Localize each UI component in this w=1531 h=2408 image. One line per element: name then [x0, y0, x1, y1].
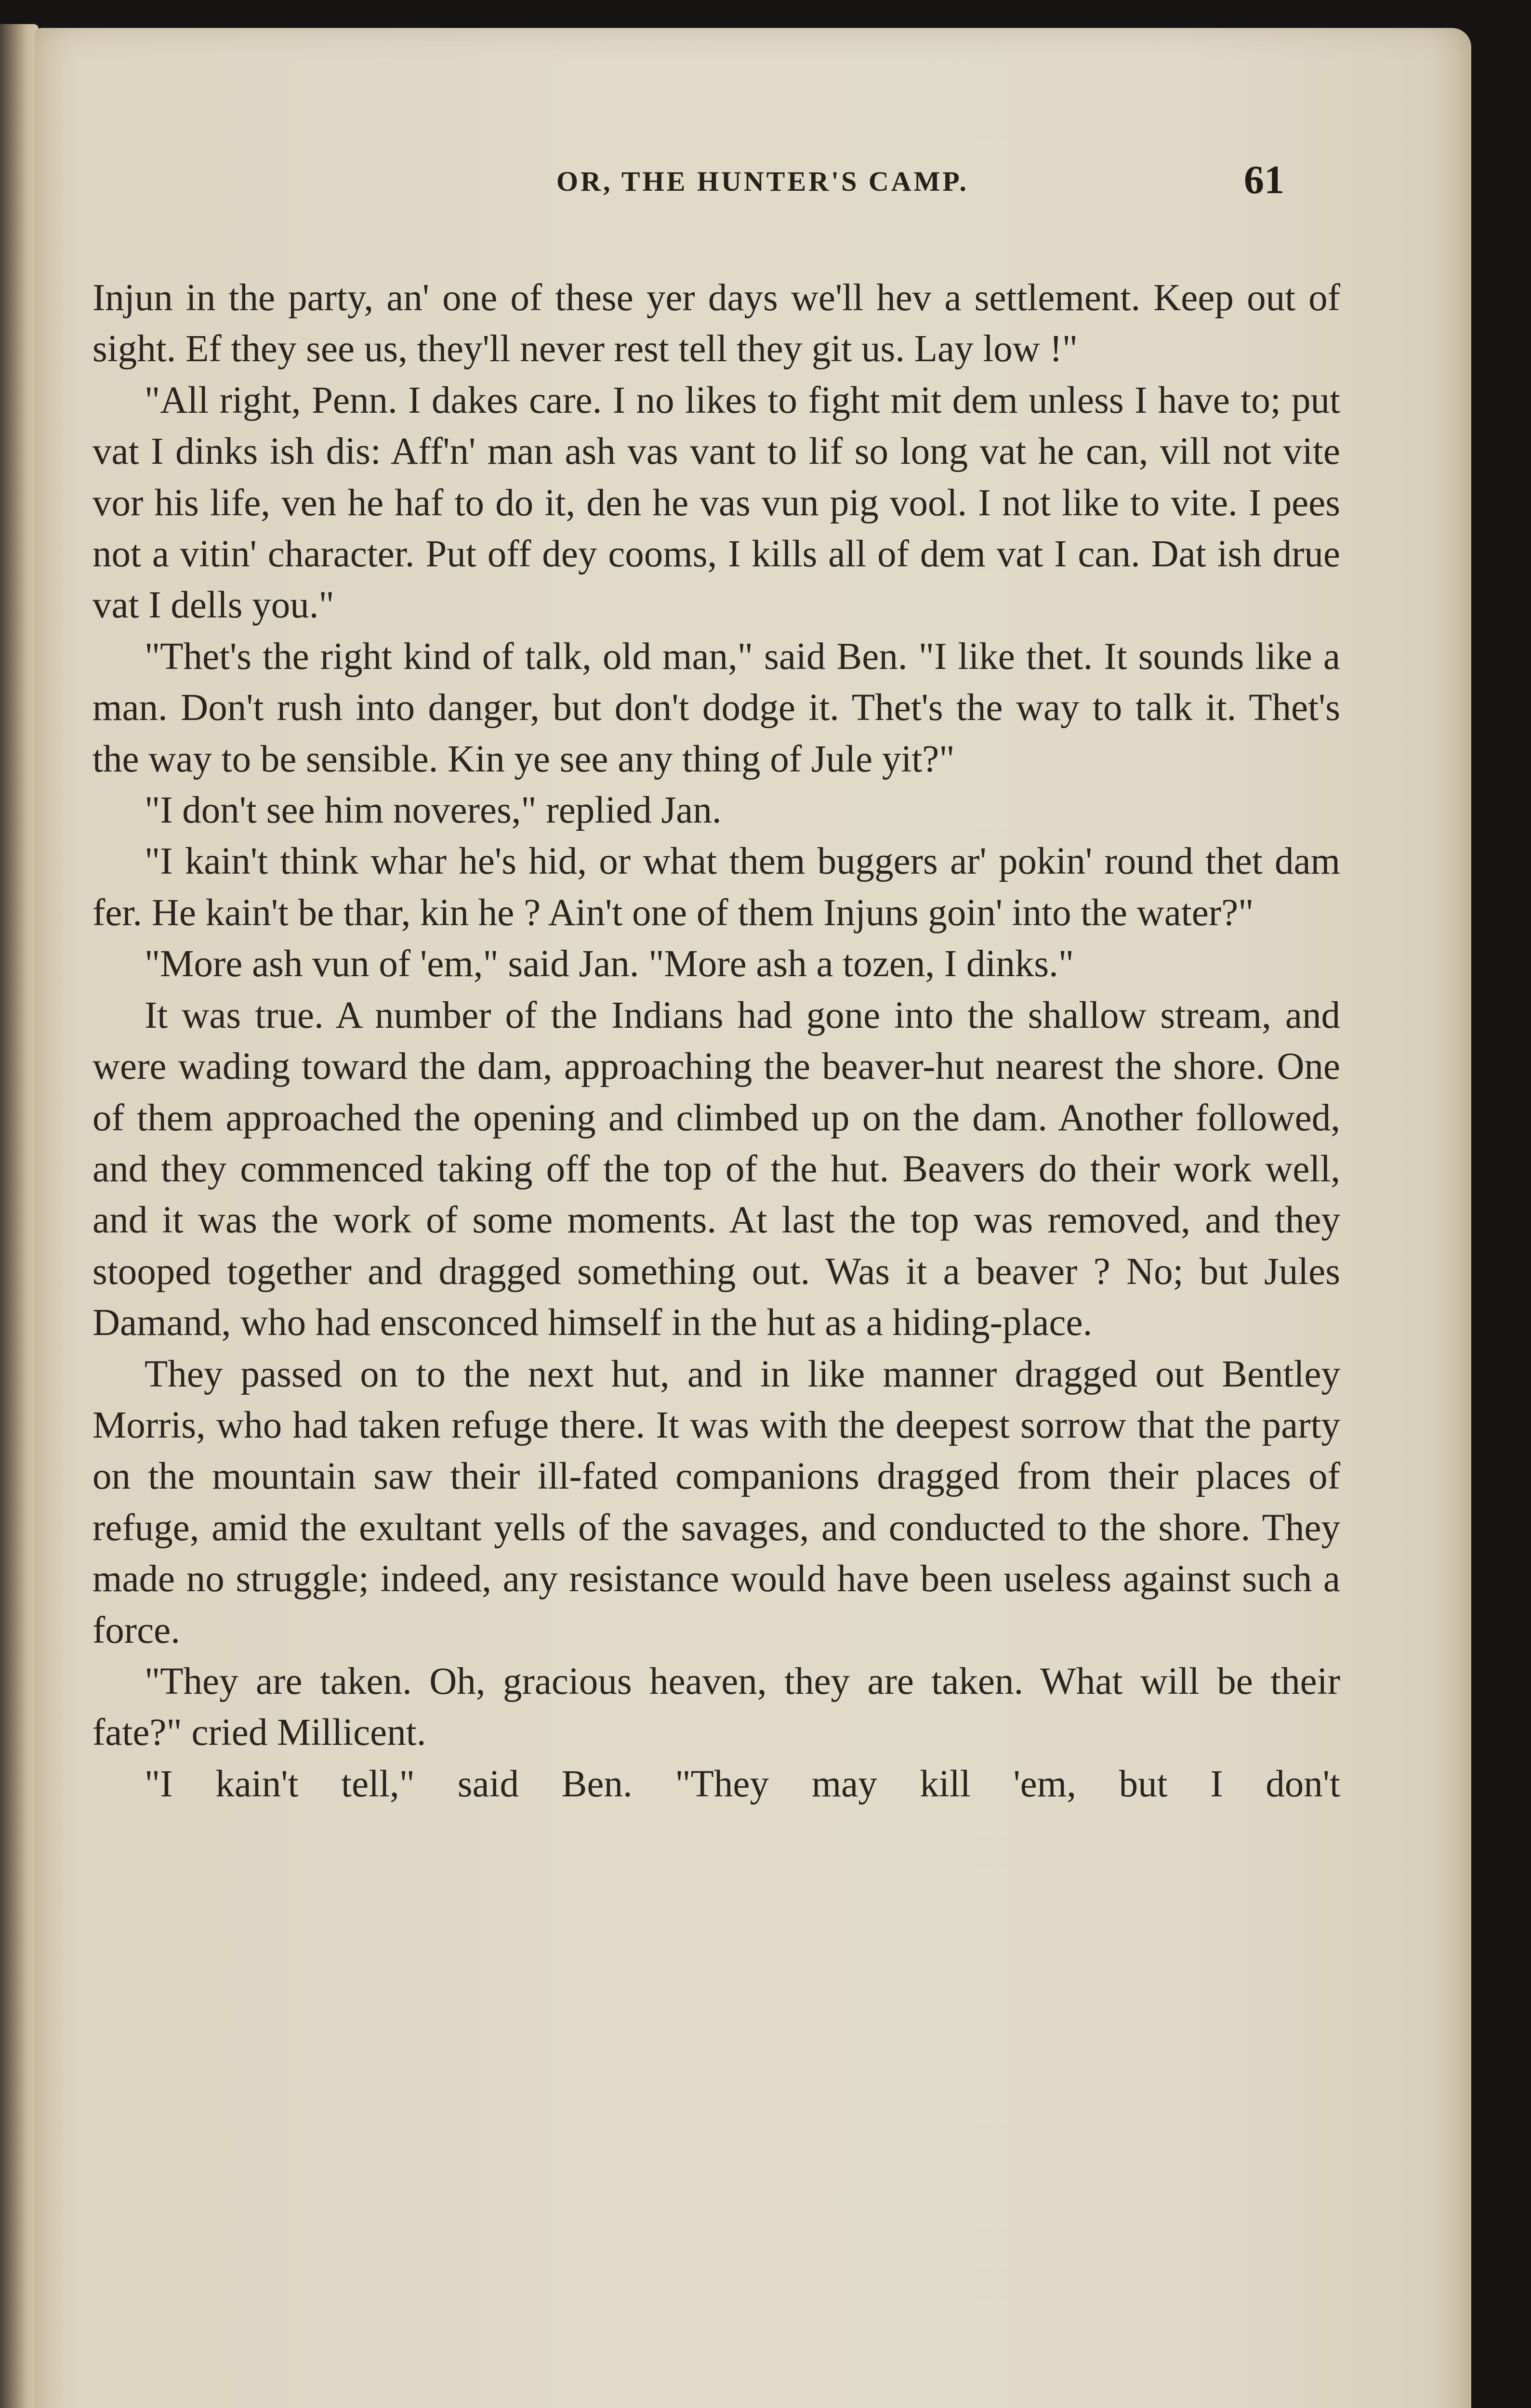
- body-text: [92, 273, 1340, 1810]
- paragraph: "They are taken. Oh, gracious heaven, they are taken. What will be their fate?" cried Millicent.: [92, 1660, 1340, 1754]
- page-number: 61: [1244, 157, 1284, 202]
- book-page: [35, 28, 1471, 2408]
- paragraph: "More ash vun of 'em," said Jan. "More ash a tozen, I dinks.": [145, 943, 1074, 985]
- paragraph: "I kain't tell," said Ben. "They may kill 'em, but I don't: [145, 1763, 1340, 1805]
- paragraph: "All right, Penn. I dakes care. I no likes to fight mit dem unless I have to; put vat I dinks ish dis: Aff'n' man ash vas vant to lif so long vat he can, vill not vite vor his life, ven he haf to do it, den he vas vun pig vool. I not like to vite. I pees not a vitin' character. Put off dey cooms, I kills all of dem vat I can. Dat ish drue vat I dells you.": [92, 379, 1340, 627]
- page-header: [35, 146, 1471, 204]
- paragraph: Injun in the party, an' one of these yer days we'll hev a settlement. Keep out of sight. Ef they see us, they'll never rest tell they git us. Lay low !": [92, 277, 1340, 370]
- paragraph: "I don't see him noveres," replied Jan.: [145, 789, 722, 832]
- paragraph: It was true. A number of the Indians had gone into the shallow stream, and were wading toward the dam, approaching the beaver-hut nearest the shore. One of them approached the opening and climbed up on the dam. Another followed, and they commenced taking off the top of the hut. Beavers do their work well, and it was the work of some moments. At last the top was removed, and they stooped together and dragged something out. Was it a beaver ? No; but Jules Damand, who had ensconced himself in the hut as a hiding-place.: [92, 994, 1340, 1344]
- previous-page-edge: [0, 24, 39, 2408]
- paragraph: "I kain't think whar he's hid, or what them buggers ar' pokin' round thet dam fer. He kain't be thar, kin he ? Ain't one of them Injuns goin' into the water?": [92, 840, 1340, 934]
- running-head: OR, THE HUNTER'S CAMP.: [556, 166, 969, 197]
- paragraph: They passed on to the next hut, and in like manner dragged out Bentley Morris, who had taken refuge there. It was with the deepest sorrow that the party on the mountain saw their ill-fated companions dragged from their places of refuge, amid the exultant yells of the savages, and conducted to the shore. They made no struggle; indeed, any resistance would have been useless against such a force.: [92, 1353, 1340, 1651]
- paragraph: "Thet's the right kind of talk, old man," said Ben. "I like thet. It sounds like a man. Don't rush into danger, but don't dodge it. Thet's the way to talk it. Thet's the way to be sensible. Kin ye see any thing of Jule yit?": [92, 635, 1340, 780]
